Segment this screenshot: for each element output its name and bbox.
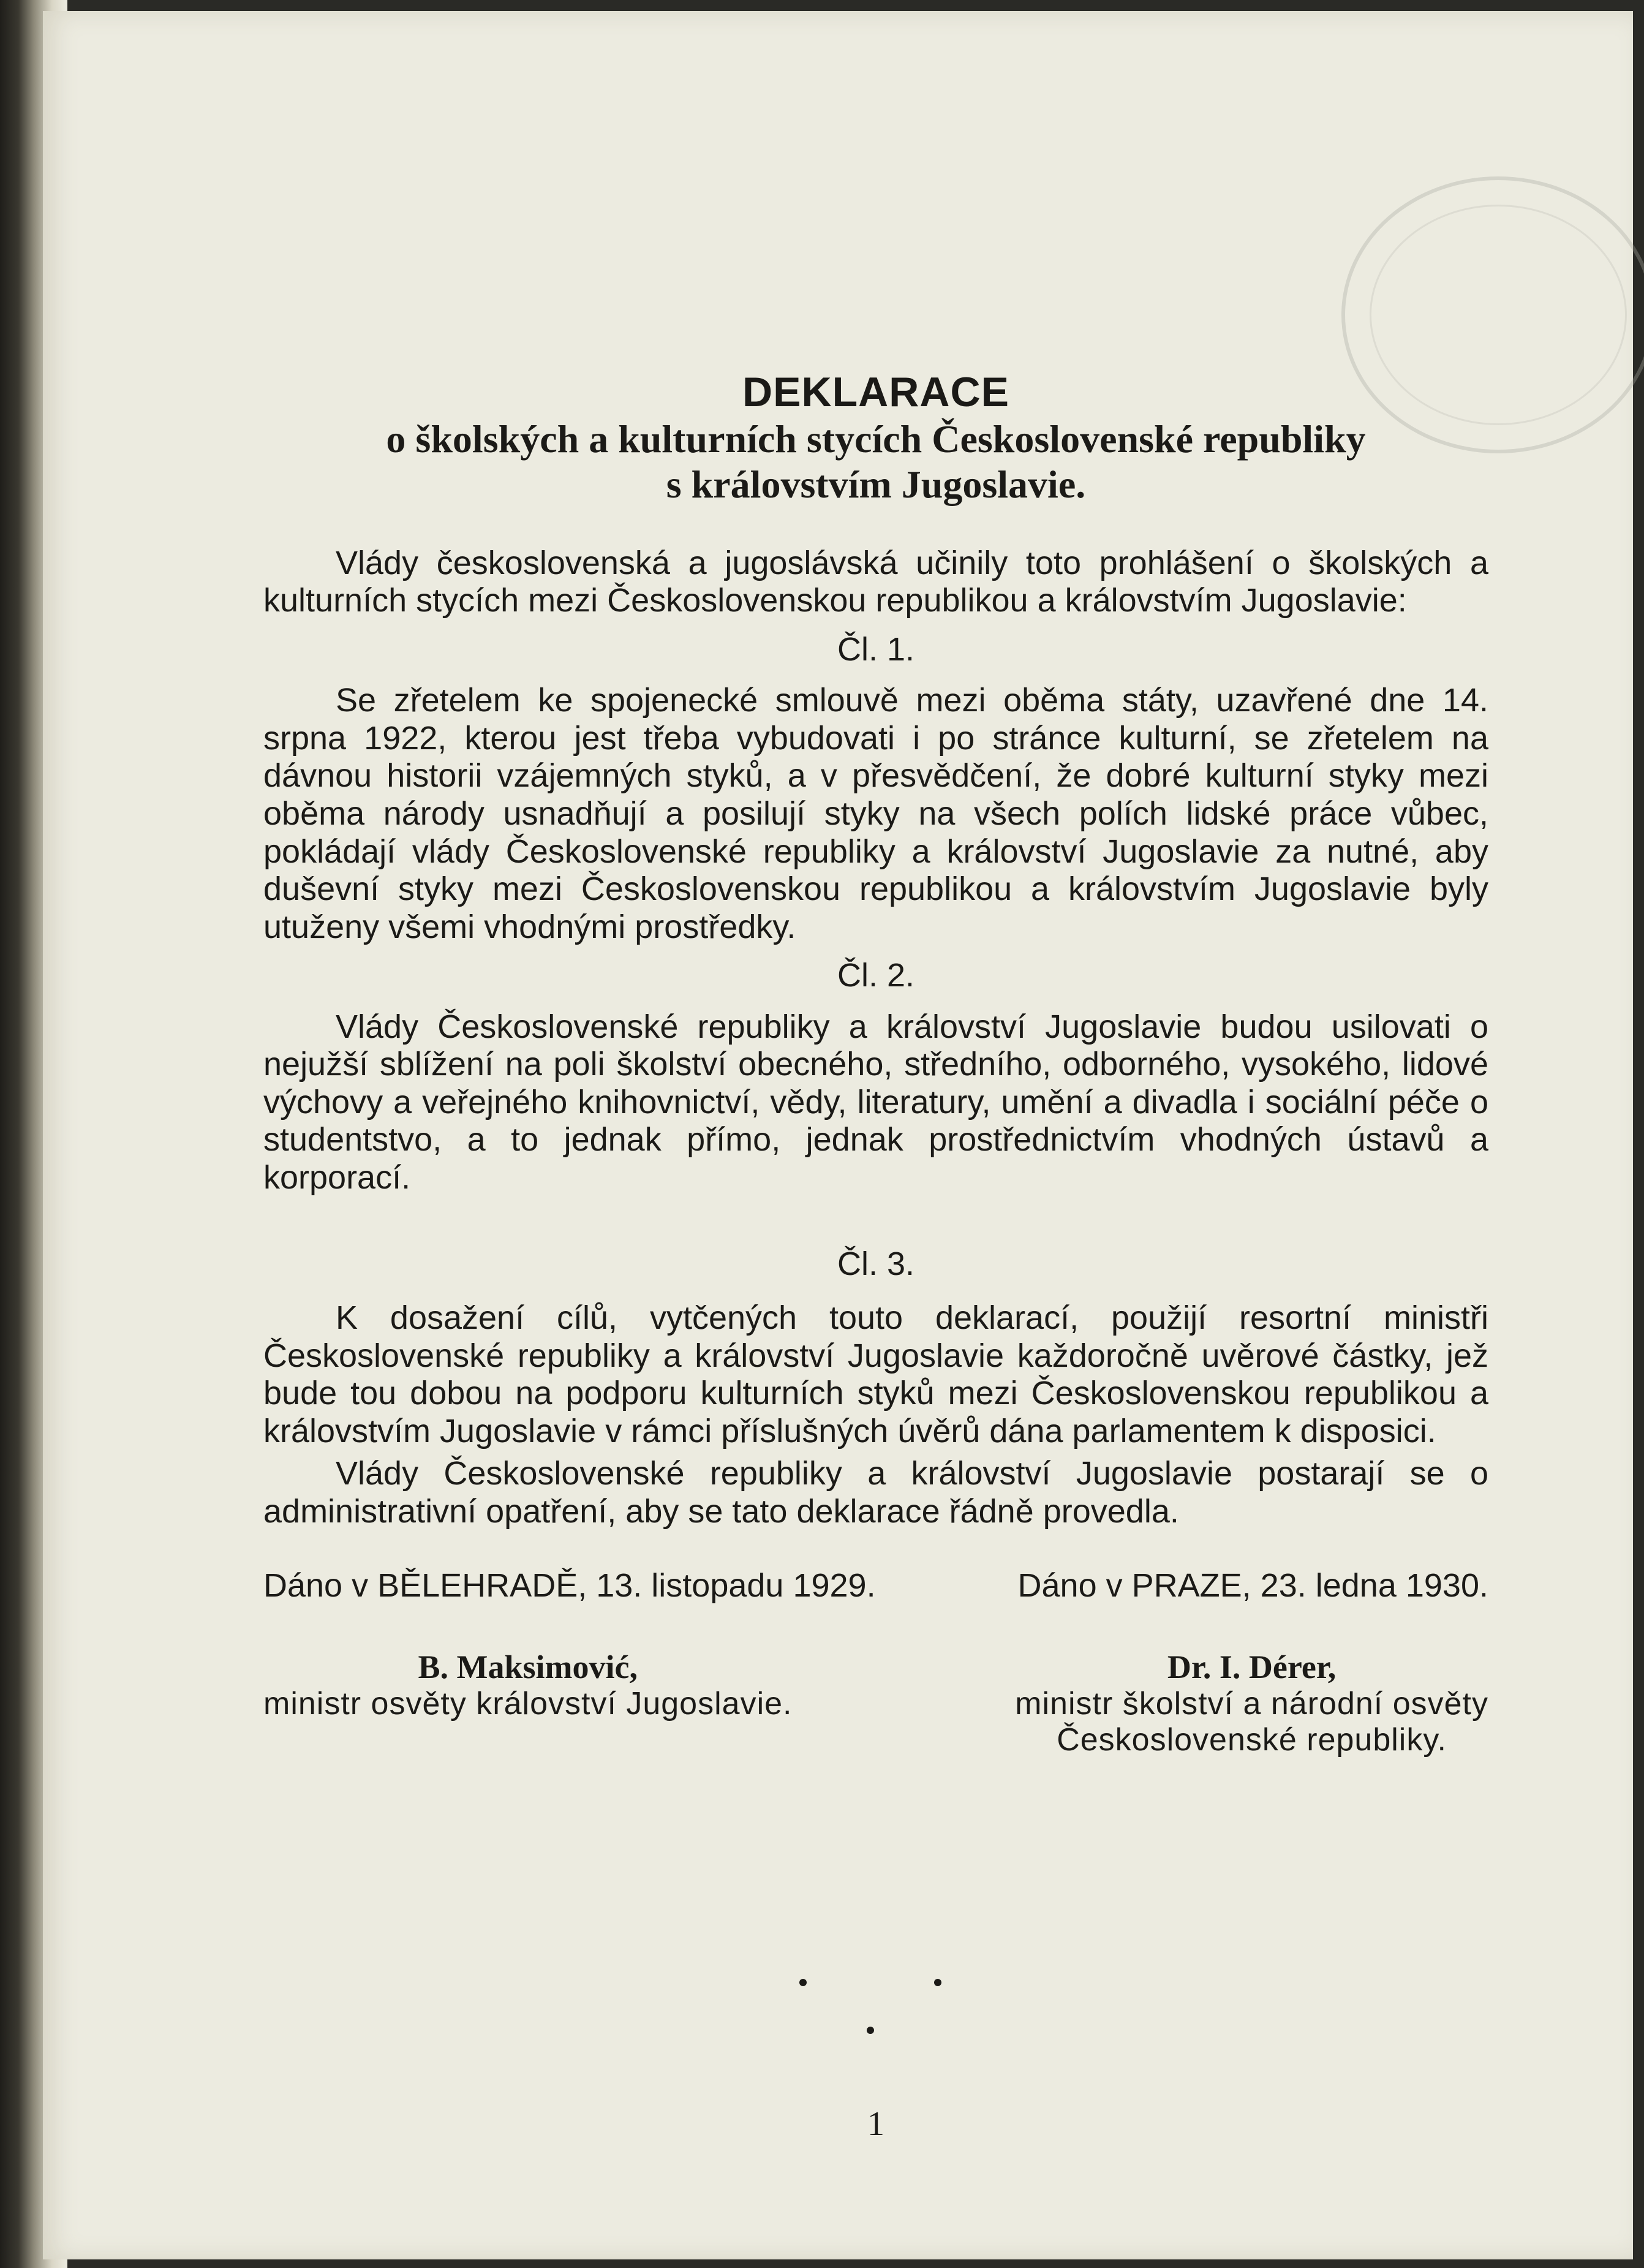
document-subtitle-line2: s královstvím Jugoslavie. xyxy=(666,463,1086,507)
article-3-paragraph-2: Vlády Československé republiky a království Jugoslavie postarají se o administrativní opatření, aby se tato deklarace řádně provedla. xyxy=(263,1455,1488,1530)
signatory-right xyxy=(1015,1648,1488,1759)
document-title: DEKLARACE xyxy=(742,369,1009,415)
article-1-paragraph: Se zřetelem ke spojenecké smlouvě mezi oběma státy, uzavřené dne 14. srpna 1922, kterou jest třeba vybudovati i po stránce kulturní, se zřetelem na dávnou historii vzájemných styků, a v přesvědčení, že dobré kulturní styky mezi oběma národy usnadňují a posilují styky na všech polích lidské práce vůbec, pokládají vlády Československé republiky a království Jugoslavie za nutné, aby duševní styky mezi Československou republikou a královstvím Jugoslavie byly utuženy všemi vhodnými prostředky. xyxy=(263,682,1488,945)
page-number: 1 xyxy=(867,2105,884,2143)
place-date-row xyxy=(263,1567,1488,1605)
article-1-heading: Čl. 1. xyxy=(837,630,915,668)
signatories-row xyxy=(263,1648,1488,1759)
place-date-prague: Dáno v PRAZE, 23. ledna 1930. xyxy=(1017,1567,1488,1605)
signatory-right-role-line1: ministr školství a národní osvěty xyxy=(1015,1685,1488,1722)
signatory-left-role: ministr osvěty království Jugoslavie. xyxy=(263,1685,793,1722)
article-2-heading: Čl. 2. xyxy=(837,957,915,994)
signatory-right-name: Dr. I. Dérer, xyxy=(1167,1648,1337,1685)
signatory-right-role-line2: Československé republiky. xyxy=(1057,1722,1447,1758)
intro-paragraph: Vlády československá a jugoslávská učinily toto prohlášení o školských a kulturních stycích mezi Československou republikou a královstvím Jugoslavie: xyxy=(263,544,1488,619)
article-2-paragraph: Vlády Československé republiky a království Jugoslavie budou usilovati o nejužší sblížení na poli školství obecného, středního, odborného, vysokého, lidové výchovy a veřejného knihovnictví, vědy, literatury, umění a divadla i sociální péče o studentstvo, a to jednak přímo, jednak prostřednictvím vhodných ústavů a korporací. xyxy=(263,1008,1488,1196)
document-subtitle-line1: o školských a kulturních stycích Československé republiky xyxy=(386,417,1366,461)
asterism-dot-bottom xyxy=(867,2027,874,2034)
signatory-left xyxy=(263,1648,793,1759)
signatory-left-name: B. Maksimović, xyxy=(418,1648,638,1685)
asterism-ornament xyxy=(778,1973,962,2040)
place-date-belgrade: Dáno v BĚLEHRADĚ, 13. listopadu 1929. xyxy=(263,1567,876,1605)
article-3-heading: Čl. 3. xyxy=(837,1246,915,1283)
asterism-dot-right xyxy=(934,1979,941,1986)
document-body xyxy=(263,368,1488,1758)
article-3-paragraph-1: K dosažení cílů, vytčených touto deklarací, použijí resortní ministři Československé republiky a království Jugoslavie každoročně uvěrové částky, jež bude tou dobou na podporu kulturních styků mezi Československou republikou a královstvím Jugoslavie v rámci příslušných úvěrů dána parlamentem k disposici. xyxy=(263,1299,1488,1450)
asterism-dot-left xyxy=(799,1979,807,1986)
